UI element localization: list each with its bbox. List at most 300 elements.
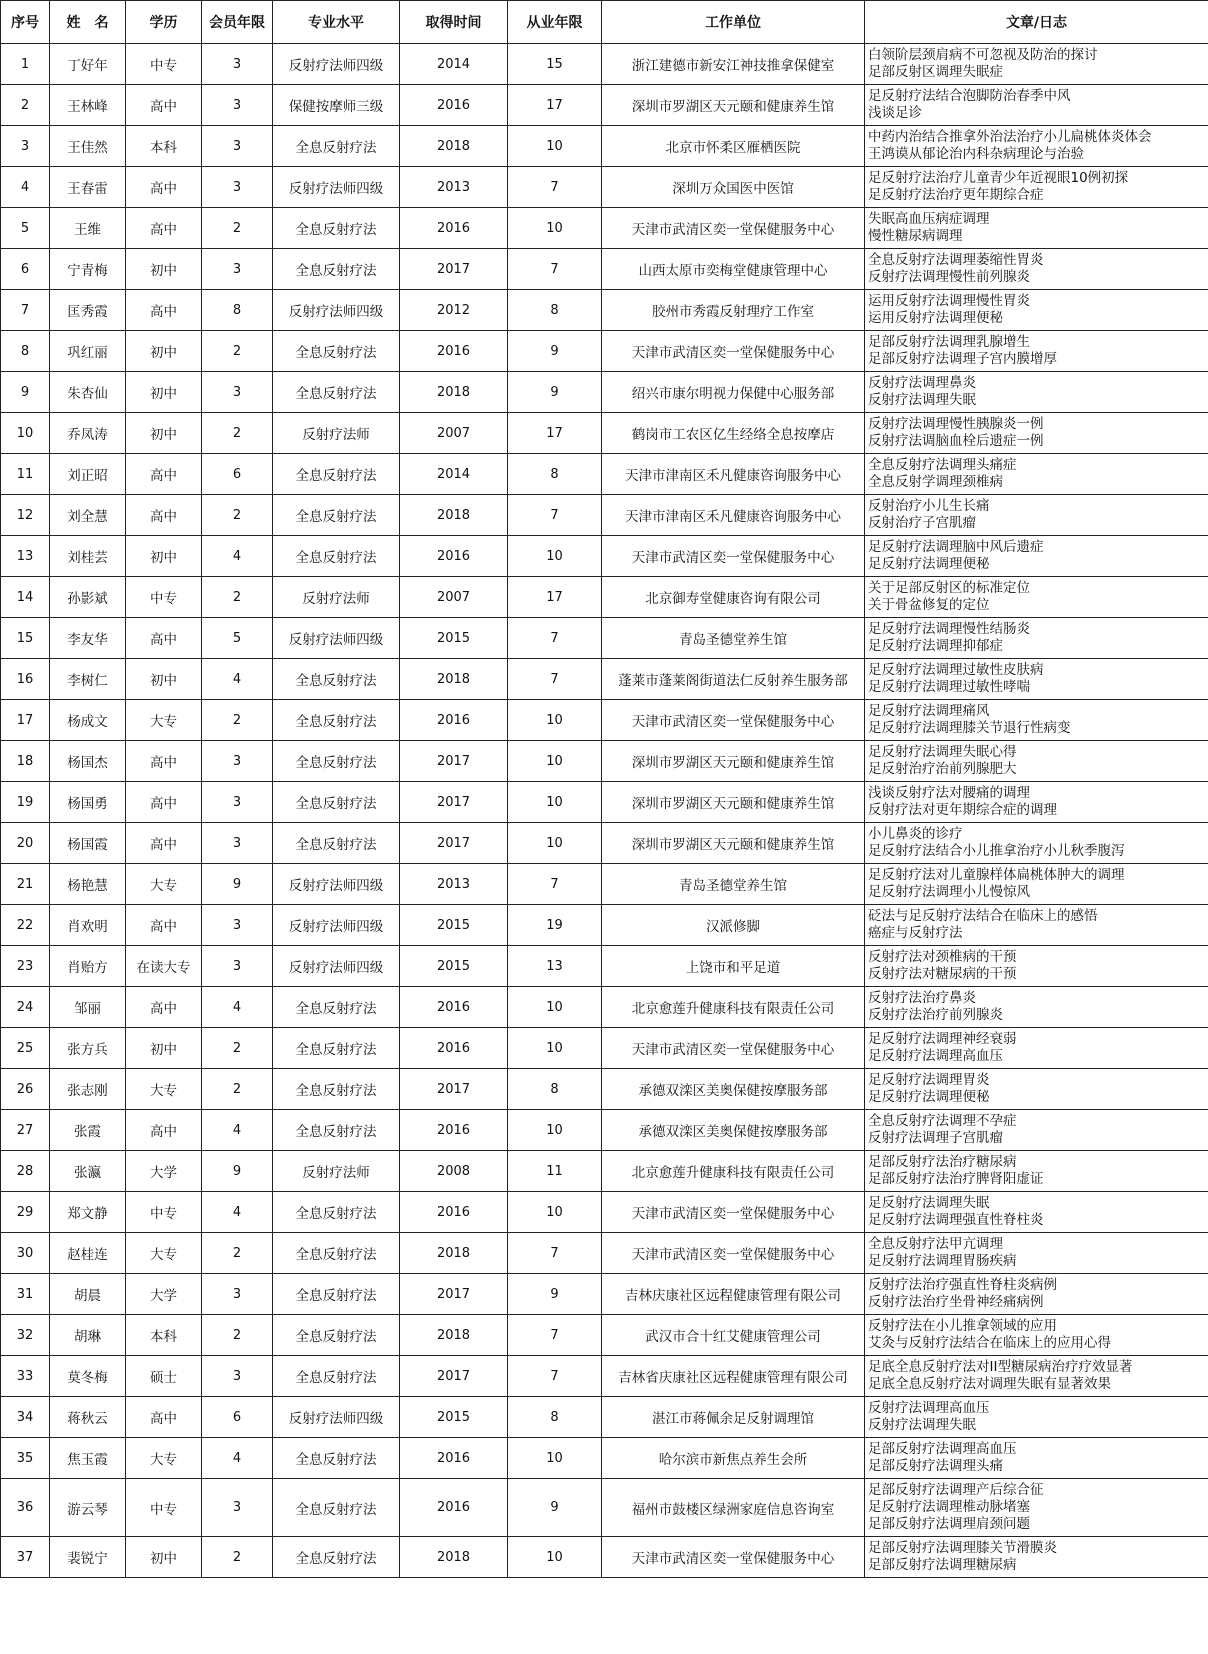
article-line: 足反射疗法结合小儿推拿治疗小儿秋季腹泻 (868, 843, 1125, 859)
cell-obtained: 2016 (400, 700, 508, 741)
cell-unit: 青岛圣德堂养生馆 (602, 618, 865, 659)
cell-name: 胡琳 (50, 1315, 126, 1356)
cell-name: 李友华 (50, 618, 126, 659)
cell-articles (865, 1438, 1208, 1479)
cell-level: 全息反射疗法 (273, 208, 400, 249)
cell-articles (865, 44, 1208, 85)
cell-education: 大学 (126, 1274, 202, 1315)
cell-obtained: 2014 (400, 454, 508, 495)
cell-member-years: 2 (202, 495, 273, 536)
cell-education: 中专 (126, 1192, 202, 1233)
article-line: 关于骨盆修复的定位 (868, 597, 990, 613)
table-row (1, 1397, 1208, 1438)
cell-member-years: 3 (202, 946, 273, 987)
cell-unit: 武汉市合十红艾健康管理公司 (602, 1315, 865, 1356)
cell-member-years: 2 (202, 700, 273, 741)
cell-name: 蒋秋云 (50, 1397, 126, 1438)
cell-member-years: 3 (202, 1356, 273, 1397)
article-line: 足部反射区调理失眠症 (868, 64, 1003, 80)
cell-obtained: 2018 (400, 372, 508, 413)
cell-obtained: 2015 (400, 618, 508, 659)
cell-member-years: 6 (202, 1397, 273, 1438)
article-line: 反射疗法调理子宫肌瘤 (868, 1130, 1003, 1146)
cell-unit: 胶州市秀霞反射理疗工作室 (602, 290, 865, 331)
cell-no: 3 (1, 126, 50, 167)
cell-work-years: 15 (508, 44, 602, 85)
article-line: 砭法与足反射疗法结合在临床上的感悟 (868, 908, 1098, 924)
article-line: 慢性糖尿病调理 (868, 228, 963, 244)
cell-work-years: 7 (508, 618, 602, 659)
cell-name: 王春雷 (50, 167, 126, 208)
article-line: 足反射疗法调理过敏性皮肤病 (868, 662, 1044, 678)
cell-articles (865, 126, 1208, 167)
cell-level: 全息反射疗法 (273, 372, 400, 413)
cell-member-years: 3 (202, 85, 273, 126)
cell-unit: 天津市武清区奕一堂保健服务中心 (602, 700, 865, 741)
cell-no: 7 (1, 290, 50, 331)
cell-education: 初中 (126, 1537, 202, 1578)
cell-articles (865, 1192, 1208, 1233)
article-line: 反射疗法对更年期综合症的调理 (868, 802, 1057, 818)
table-row (1, 577, 1208, 618)
cell-name: 乔凤涛 (50, 413, 126, 454)
cell-education: 高中 (126, 495, 202, 536)
article-line: 足部反射疗法治疗脾肾阳虚证 (868, 1171, 1044, 1187)
cell-work-years: 17 (508, 85, 602, 126)
cell-unit: 承德双滦区美奥保健按摩服务部 (602, 1069, 865, 1110)
cell-work-years: 10 (508, 987, 602, 1028)
cell-work-years: 10 (508, 536, 602, 577)
article-line: 全息反射学调理颈椎病 (868, 474, 1003, 490)
table-row (1, 823, 1208, 864)
cell-level: 反射疗法师 (273, 577, 400, 618)
cell-articles (865, 987, 1208, 1028)
cell-obtained: 2016 (400, 1028, 508, 1069)
cell-work-years: 10 (508, 1537, 602, 1578)
cell-no: 32 (1, 1315, 50, 1356)
cell-work-years: 10 (508, 1438, 602, 1479)
cell-obtained: 2016 (400, 536, 508, 577)
cell-obtained: 2018 (400, 1315, 508, 1356)
cell-articles (865, 536, 1208, 577)
article-line: 足反射疗法调理慢性结肠炎 (868, 621, 1030, 637)
cell-work-years: 7 (508, 495, 602, 536)
cell-level: 反射疗法师四级 (273, 905, 400, 946)
table-row (1, 208, 1208, 249)
article-line: 足反射疗法调理膝关节退行性病变 (868, 720, 1071, 736)
article-line: 足底全息反射疗法对II型糖尿病治疗疗效显著 (868, 1359, 1133, 1375)
cell-education: 初中 (126, 331, 202, 372)
cell-unit: 山西太原市奕梅堂健康管理中心 (602, 249, 865, 290)
article-line: 全息反射疗法调理头痛症 (868, 457, 1017, 473)
cell-obtained: 2007 (400, 577, 508, 618)
cell-name: 孙影斌 (50, 577, 126, 618)
cell-level: 全息反射疗法 (273, 1315, 400, 1356)
cell-member-years: 3 (202, 126, 273, 167)
cell-name: 宁青梅 (50, 249, 126, 290)
cell-member-years: 3 (202, 44, 273, 85)
cell-name: 王佳然 (50, 126, 126, 167)
cell-level: 全息反射疗法 (273, 454, 400, 495)
table-row (1, 1151, 1208, 1192)
cell-work-years: 10 (508, 1110, 602, 1151)
cell-obtained: 2018 (400, 495, 508, 536)
cell-articles (865, 823, 1208, 864)
cell-name: 刘桂芸 (50, 536, 126, 577)
cell-no: 6 (1, 249, 50, 290)
table-row (1, 372, 1208, 413)
cell-obtained: 2014 (400, 44, 508, 85)
cell-unit: 鹤岗市工农区亿生经络全息按摩店 (602, 413, 865, 454)
cell-education: 高中 (126, 290, 202, 331)
cell-member-years: 4 (202, 536, 273, 577)
cell-articles (865, 249, 1208, 290)
cell-no: 27 (1, 1110, 50, 1151)
cell-unit: 吉林省庆康社区远程健康管理有限公司 (602, 1356, 865, 1397)
cell-no: 5 (1, 208, 50, 249)
cell-articles (865, 167, 1208, 208)
cell-obtained: 2016 (400, 1110, 508, 1151)
article-line: 反射疗法调理高血压 (868, 1400, 990, 1416)
cell-member-years: 2 (202, 1537, 273, 1578)
cell-education: 中专 (126, 1479, 202, 1537)
cell-member-years: 4 (202, 1110, 273, 1151)
cell-no: 33 (1, 1356, 50, 1397)
cell-unit: 深圳市罗湖区天元颐和健康养生馆 (602, 823, 865, 864)
cell-obtained: 2017 (400, 741, 508, 782)
table-row (1, 1315, 1208, 1356)
cell-articles (865, 1356, 1208, 1397)
cell-level: 全息反射疗法 (273, 1537, 400, 1578)
header-level: 专业水平 (273, 1, 400, 44)
cell-education: 高中 (126, 782, 202, 823)
cell-name: 杨成文 (50, 700, 126, 741)
cell-work-years: 9 (508, 331, 602, 372)
cell-no: 35 (1, 1438, 50, 1479)
table-row (1, 905, 1208, 946)
cell-education: 大专 (126, 1233, 202, 1274)
cell-work-years: 13 (508, 946, 602, 987)
cell-name: 邹丽 (50, 987, 126, 1028)
cell-unit: 深圳万众国医中医馆 (602, 167, 865, 208)
table-row (1, 413, 1208, 454)
cell-no: 25 (1, 1028, 50, 1069)
cell-no: 4 (1, 167, 50, 208)
cell-education: 高中 (126, 1110, 202, 1151)
cell-unit: 上饶市和平足道 (602, 946, 865, 987)
cell-unit: 蓬莱市蓬莱阁街道法仁反射养生服务部 (602, 659, 865, 700)
cell-unit: 北京市怀柔区雁栖医院 (602, 126, 865, 167)
header-education: 学历 (126, 1, 202, 44)
cell-obtained: 2013 (400, 864, 508, 905)
cell-no: 31 (1, 1274, 50, 1315)
article-line: 运用反射疗法调理便秘 (868, 310, 1003, 326)
table-row (1, 44, 1208, 85)
header-no: 序号 (1, 1, 50, 44)
cell-unit: 深圳市罗湖区天元颐和健康养生馆 (602, 741, 865, 782)
table-row (1, 659, 1208, 700)
article-line: 足反射疗法调理小儿慢惊风 (868, 884, 1030, 900)
table-row (1, 700, 1208, 741)
cell-level: 反射疗法师四级 (273, 864, 400, 905)
cell-education: 高中 (126, 905, 202, 946)
table-row (1, 1438, 1208, 1479)
cell-member-years: 3 (202, 1479, 273, 1537)
cell-no: 18 (1, 741, 50, 782)
article-line: 白领阶层颈肩病不可忽视及防治的探讨 (868, 47, 1098, 63)
cell-no: 1 (1, 44, 50, 85)
cell-obtained: 2015 (400, 1397, 508, 1438)
cell-work-years: 7 (508, 1233, 602, 1274)
article-line: 反射疗法调理失眠 (868, 392, 976, 408)
cell-member-years: 3 (202, 823, 273, 864)
article-line: 足反射疗法调理抑郁症 (868, 638, 1003, 654)
cell-name: 匡秀霞 (50, 290, 126, 331)
table-row (1, 85, 1208, 126)
article-line: 足反射疗法调理便秘 (868, 556, 990, 572)
cell-work-years: 9 (508, 1274, 602, 1315)
cell-name: 王维 (50, 208, 126, 249)
cell-articles (865, 1110, 1208, 1151)
cell-obtained: 2017 (400, 249, 508, 290)
cell-member-years: 2 (202, 1069, 273, 1110)
table-row (1, 987, 1208, 1028)
article-line: 反射疗法治疗前列腺炎 (868, 1007, 1003, 1023)
article-line: 全息反射疗法调理不孕症 (868, 1113, 1017, 1129)
cell-articles (865, 1233, 1208, 1274)
cell-articles (865, 1537, 1208, 1578)
article-line: 足反射疗法调理脑中风后遗症 (868, 539, 1044, 555)
cell-level: 全息反射疗法 (273, 1479, 400, 1537)
cell-articles (865, 577, 1208, 618)
article-line: 艾灸与反射疗法结合在临床上的应用心得 (868, 1335, 1111, 1351)
cell-unit: 哈尔滨市新焦点养生会所 (602, 1438, 865, 1479)
article-line: 反射疗法对颈椎病的干预 (868, 949, 1017, 965)
article-line: 足部反射疗法调理头痛 (868, 1458, 1003, 1474)
article-line: 浅谈反射疗法对腰痛的调理 (868, 785, 1030, 801)
cell-work-years: 7 (508, 1356, 602, 1397)
cell-level: 反射疗法师四级 (273, 1397, 400, 1438)
cell-unit: 深圳市罗湖区天元颐和健康养生馆 (602, 782, 865, 823)
cell-education: 高中 (126, 1397, 202, 1438)
article-line: 足反射疗法调理过敏性哮喘 (868, 679, 1030, 695)
article-line: 反射疗法调理失眠 (868, 1417, 976, 1433)
cell-name: 杨国霞 (50, 823, 126, 864)
cell-no: 26 (1, 1069, 50, 1110)
cell-no: 14 (1, 577, 50, 618)
article-line: 浅谈足诊 (868, 105, 922, 121)
table-row (1, 1192, 1208, 1233)
cell-level: 全息反射疗法 (273, 1192, 400, 1233)
article-line: 王鸿谟从郁论治内科杂病理论与治验 (868, 146, 1084, 162)
cell-no: 20 (1, 823, 50, 864)
cell-work-years: 8 (508, 1397, 602, 1438)
article-line: 足反射疗法调理失眠心得 (868, 744, 1017, 760)
cell-articles (865, 659, 1208, 700)
cell-name: 张瀛 (50, 1151, 126, 1192)
cell-member-years: 3 (202, 782, 273, 823)
cell-member-years: 3 (202, 167, 273, 208)
header-work-years: 从业年限 (508, 1, 602, 44)
cell-obtained: 2017 (400, 1356, 508, 1397)
cell-work-years: 10 (508, 1028, 602, 1069)
cell-obtained: 2018 (400, 1233, 508, 1274)
article-line: 反射疗法治疗鼻炎 (868, 990, 976, 1006)
article-line: 足部反射疗法调理乳腺增生 (868, 334, 1030, 350)
cell-obtained: 2015 (400, 905, 508, 946)
cell-education: 高中 (126, 987, 202, 1028)
article-line: 足反射疗法对儿童腺样体扁桃体肿大的调理 (868, 867, 1125, 883)
cell-education: 高中 (126, 823, 202, 864)
article-line: 足反射疗法调理胃肠疾病 (868, 1253, 1017, 1269)
cell-no: 10 (1, 413, 50, 454)
article-line: 足反射疗法调理强直性脊柱炎 (868, 1212, 1044, 1228)
cell-name: 赵桂连 (50, 1233, 126, 1274)
cell-name: 肖欢明 (50, 905, 126, 946)
header-name: 姓 名 (50, 1, 126, 44)
cell-no: 34 (1, 1397, 50, 1438)
article-line: 足反射疗法调理胃炎 (868, 1072, 990, 1088)
article-line: 足部反射疗法调理子宫内膜增厚 (868, 351, 1057, 367)
article-line: 足底全息反射疗法对调理失眠有显著效果 (868, 1376, 1111, 1392)
cell-unit: 福州市鼓楼区绿洲家庭信息咨询室 (602, 1479, 865, 1537)
cell-unit: 天津市武清区奕一堂保健服务中心 (602, 1028, 865, 1069)
cell-obtained: 2018 (400, 1537, 508, 1578)
cell-work-years: 17 (508, 413, 602, 454)
cell-level: 全息反射疗法 (273, 536, 400, 577)
table-row (1, 249, 1208, 290)
article-line: 运用反射疗法调理慢性胃炎 (868, 293, 1030, 309)
cell-no: 12 (1, 495, 50, 536)
cell-no: 28 (1, 1151, 50, 1192)
cell-name: 胡晨 (50, 1274, 126, 1315)
cell-name: 刘全慧 (50, 495, 126, 536)
cell-no: 23 (1, 946, 50, 987)
cell-level: 反射疗法师四级 (273, 167, 400, 208)
table-row (1, 1274, 1208, 1315)
cell-name: 焦玉霞 (50, 1438, 126, 1479)
cell-education: 高中 (126, 85, 202, 126)
table-row (1, 454, 1208, 495)
cell-no: 17 (1, 700, 50, 741)
article-line: 反射疗法调理鼻炎 (868, 375, 976, 391)
article-line: 中药内治结合推拿外治法治疗小儿扁桃体炎体会 (868, 129, 1152, 145)
cell-level: 全息反射疗法 (273, 741, 400, 782)
cell-obtained: 2016 (400, 1438, 508, 1479)
cell-no: 2 (1, 85, 50, 126)
cell-name: 张方兵 (50, 1028, 126, 1069)
cell-articles (865, 208, 1208, 249)
cell-obtained: 2017 (400, 1069, 508, 1110)
cell-articles (865, 331, 1208, 372)
cell-level: 全息反射疗法 (273, 1274, 400, 1315)
cell-work-years: 8 (508, 1069, 602, 1110)
table-row (1, 618, 1208, 659)
cell-articles (865, 1315, 1208, 1356)
cell-articles (865, 700, 1208, 741)
cell-unit: 北京御寿堂健康咨询有限公司 (602, 577, 865, 618)
cell-obtained: 2016 (400, 208, 508, 249)
cell-name: 郑文静 (50, 1192, 126, 1233)
cell-obtained: 2016 (400, 1479, 508, 1537)
cell-name: 丁好年 (50, 44, 126, 85)
cell-work-years: 7 (508, 864, 602, 905)
cell-level: 全息反射疗法 (273, 126, 400, 167)
cell-unit: 吉林庆康社区远程健康管理有限公司 (602, 1274, 865, 1315)
cell-member-years: 2 (202, 577, 273, 618)
cell-member-years: 3 (202, 741, 273, 782)
cell-level: 全息反射疗法 (273, 249, 400, 290)
article-line: 足反射疗法结合泡脚防治春季中风 (868, 88, 1071, 104)
cell-member-years: 2 (202, 1028, 273, 1069)
cell-unit: 天津市武清区奕一堂保健服务中心 (602, 331, 865, 372)
cell-unit: 天津市武清区奕一堂保健服务中心 (602, 536, 865, 577)
article-line: 足反射疗法调理椎动脉堵塞 (868, 1499, 1030, 1515)
cell-no: 37 (1, 1537, 50, 1578)
cell-level: 反射疗法师四级 (273, 946, 400, 987)
table-row (1, 1479, 1208, 1537)
cell-articles (865, 454, 1208, 495)
table-row (1, 495, 1208, 536)
cell-obtained: 2018 (400, 659, 508, 700)
cell-level: 全息反射疗法 (273, 1356, 400, 1397)
cell-no: 29 (1, 1192, 50, 1233)
cell-education: 大专 (126, 1069, 202, 1110)
cell-obtained: 2007 (400, 413, 508, 454)
cell-no: 15 (1, 618, 50, 659)
cell-education: 高中 (126, 167, 202, 208)
cell-work-years: 9 (508, 1479, 602, 1537)
cell-member-years: 3 (202, 1274, 273, 1315)
cell-articles (865, 782, 1208, 823)
cell-unit: 北京愈莲升健康科技有限责任公司 (602, 987, 865, 1028)
cell-articles (865, 372, 1208, 413)
article-line: 反射疗法调理慢性前列腺炎 (868, 269, 1030, 285)
article-line: 失眠高血压病症调理 (868, 211, 990, 227)
cell-name: 朱杏仙 (50, 372, 126, 413)
cell-obtained: 2016 (400, 987, 508, 1028)
cell-level: 全息反射疗法 (273, 823, 400, 864)
cell-education: 高中 (126, 454, 202, 495)
cell-level: 全息反射疗法 (273, 1028, 400, 1069)
article-line: 足部反射疗法调理产后综合征 (868, 1482, 1044, 1498)
cell-member-years: 4 (202, 1192, 273, 1233)
cell-education: 高中 (126, 618, 202, 659)
cell-member-years: 2 (202, 331, 273, 372)
table-row (1, 782, 1208, 823)
article-line: 癌症与反射疗法 (868, 925, 963, 941)
table-row (1, 864, 1208, 905)
cell-member-years: 6 (202, 454, 273, 495)
cell-member-years: 3 (202, 905, 273, 946)
cell-name: 李树仁 (50, 659, 126, 700)
cell-name: 杨国勇 (50, 782, 126, 823)
cell-work-years: 7 (508, 249, 602, 290)
cell-member-years: 3 (202, 249, 273, 290)
cell-level: 全息反射疗法 (273, 1233, 400, 1274)
cell-work-years: 7 (508, 1315, 602, 1356)
table-row (1, 741, 1208, 782)
article-line: 全息反射疗法调理萎缩性胃炎 (868, 252, 1044, 268)
cell-unit: 天津市津南区禾凡健康咨询服务中心 (602, 495, 865, 536)
cell-no: 8 (1, 331, 50, 372)
header-unit: 工作单位 (602, 1, 865, 44)
cell-education: 初中 (126, 1028, 202, 1069)
cell-obtained: 2013 (400, 167, 508, 208)
table-row (1, 1110, 1208, 1151)
cell-level: 全息反射疗法 (273, 700, 400, 741)
cell-member-years: 4 (202, 987, 273, 1028)
